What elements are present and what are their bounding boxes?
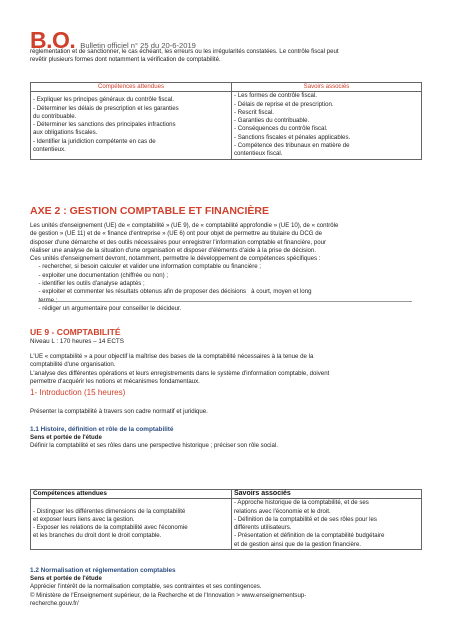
cell-line: - Présentation et définition de la comptabilité budgétaire <box>234 532 385 540</box>
cell-line: aux obligations fiscales. <box>33 129 98 137</box>
cell-line: - Sanctions fiscales et pénales applicables. <box>234 133 351 141</box>
table-header-savoirs: Savoirs associés <box>232 490 422 499</box>
table-header-savoirs: Savoirs associés <box>232 83 422 92</box>
footer-line: © Ministère de l'Enseignement supérieur, de la Recherche et de l'Innovation > www.enseignementsup- <box>30 592 307 599</box>
cell-line: et exposer leurs liens avec la gestion. <box>33 515 135 523</box>
text-line: de gestion » (UE 11) et de « finance d'entreprise » (UE 6) ont pour objet de permettre au titulaire du DCG de <box>30 230 323 238</box>
text-line: - exploiter et commenter les résultats obtenus afin de proposer des décisions à court, moyen et long <box>30 288 312 296</box>
cell-line: - Identifier la juridiction compétente en cas de <box>33 137 156 145</box>
text-line: L'UE « comptabilité » a pour objectif la maîtrise des bases de la comptabilité nécessaires à la tenue de la <box>30 353 314 360</box>
table-cell-competences <box>31 499 232 550</box>
intro-paragraph <box>30 48 422 65</box>
text-line: réglementation et de sanctionner, le cas échéant, les erreurs ou les irrégularités constatées. Le contrôle fiscal peut <box>30 48 339 55</box>
cell-line: et les branches du droit dont le droit comptable. <box>33 532 162 540</box>
bulletin-reference: Bulletin officiel n° 25 du 20-6-2019 <box>80 41 196 50</box>
cell-line: - Rescrit fiscal. <box>234 108 274 116</box>
cell-line: contentieux fiscal. <box>234 150 283 158</box>
footer-link[interactable]: recherche.gouv.fr/ <box>30 600 79 608</box>
cell-line: - Approche historique de la comptabilité, et de ses <box>234 499 369 507</box>
text-line: comptabilité d'une organisation. <box>30 361 116 369</box>
axe-title: AXE 2 : GESTION COMPTABLE ET FINANCIÈRE <box>30 205 269 217</box>
ue9-title: UE 9 - COMPTABILITÉ <box>30 327 121 337</box>
subsection-text: Apprécier l'intérêt de la normalisation comptable, ses contraintes et ses contingences. <box>30 583 262 590</box>
cell-line: - Définition de la comptabilité et de ses rôles pour les <box>234 515 377 523</box>
table-cell-savoirs <box>232 499 422 550</box>
ue9-niveau: Niveau L : 170 heures – 14 ECTS <box>30 338 124 345</box>
table-competences-fiscal <box>30 82 422 160</box>
cell-line <box>33 499 229 507</box>
cell-line: - Exposer les relations de la comptabilité avec l'économie <box>33 524 188 532</box>
sens-portee-heading: Sens et portée de l'étude <box>30 434 102 441</box>
separator-rule <box>38 301 412 302</box>
table-cell-savoirs <box>232 92 422 159</box>
text-line: Les unités d'enseignement (UE) de « comptabilité » (UE 9), de « comptabilité approfondie » (UE 10), de « contrôle <box>30 222 339 229</box>
text-line: revêtir plusieurs formes dont notamment la vérification de comptabilité. <box>30 56 221 64</box>
text-line: - rechercher, si besoin calculer et valider une information comptable ou financière ; <box>30 263 262 271</box>
subsection-title: 1.1 Histoire, définition et rôle de la comptabilité <box>30 426 174 433</box>
cell-line: et de gestion ainsi que de la gestion financière. <box>234 540 362 548</box>
cell-line: - Compétence des tribunaux en matière de <box>234 142 350 150</box>
text-line: réaliser une analyse de la situation d'une organisation et disposer d'éléments d'aide à la prise de décision. <box>30 246 317 254</box>
cell-line: - Déterminer les sanctions des principales infractions <box>33 121 176 129</box>
text-line: - exploiter une documentation (chiffrée ou non) ; <box>30 271 169 279</box>
cell-line: - Délais de reprise et de prescription. <box>234 100 334 108</box>
cell-line: relations avec l'économie et le droit. <box>234 507 331 515</box>
text-line: terme ; <box>30 296 58 304</box>
section-intro-text: Présenter la comptabilité à travers son cadre normatif et juridique. <box>30 408 208 415</box>
section-title: 1- Introduction (15 heures) <box>30 388 126 397</box>
cell-line: - Garanties du contribuable. <box>234 117 310 125</box>
cell-line: - Expliquer les principes généraux du contrôle fiscal. <box>33 96 174 104</box>
table-header-competences: Compétences attendues <box>31 490 232 499</box>
axe-paragraph <box>30 222 422 313</box>
table-header-competences: Compétences attendues <box>31 83 232 92</box>
ue9-paragraph <box>30 353 422 386</box>
footer-copyright <box>30 592 422 609</box>
subsection-text: Définir la comptabilité et ses rôles dans une perspective historique ; préciser son rôle social. <box>30 442 278 449</box>
text-line: L'analyse des différentes opérations et leurs enregistrements dans le système d'information comptable, doivent <box>30 369 330 377</box>
table-cell-competences <box>31 92 232 159</box>
text-line: - identifier les outils d'analyse adaptés ; <box>30 280 145 288</box>
text-line: - rédiger un argumentaire pour conseiller le décideur. <box>30 304 182 312</box>
subsection-title: 1.2 Normalisation et réglementation comptables <box>30 567 176 574</box>
cell-line: - Les formes de contrôle fiscal. <box>234 92 317 100</box>
text-line: permettre d'acquérir les notions et mécanismes fondamentaux. <box>30 377 200 385</box>
text-line: Ces unités d'enseignement devront, notamment, permettre le développement de compétences spécifiques : <box>30 255 321 263</box>
table-competences-comptabilite <box>30 489 422 550</box>
bo-logo: B.O. <box>30 27 76 53</box>
cell-line: - Distinguer les différentes dimensions de la comptabilité <box>33 507 186 515</box>
text-line: disposer d'une démarche et des outils nécessaires pour enregistrer l'information comptable et financière, pour <box>30 238 327 246</box>
cell-line: - Déterminer les délais de prescription et les garanties <box>33 104 179 112</box>
cell-line: du contribuable. <box>33 112 77 120</box>
sens-portee-heading: Sens et portée de l'étude <box>30 575 102 582</box>
cell-line: différents utilisateurs. <box>234 524 292 532</box>
cell-line: contentieux. <box>33 146 66 154</box>
cell-line: - Conséquences du contrôle fiscal. <box>234 125 328 133</box>
